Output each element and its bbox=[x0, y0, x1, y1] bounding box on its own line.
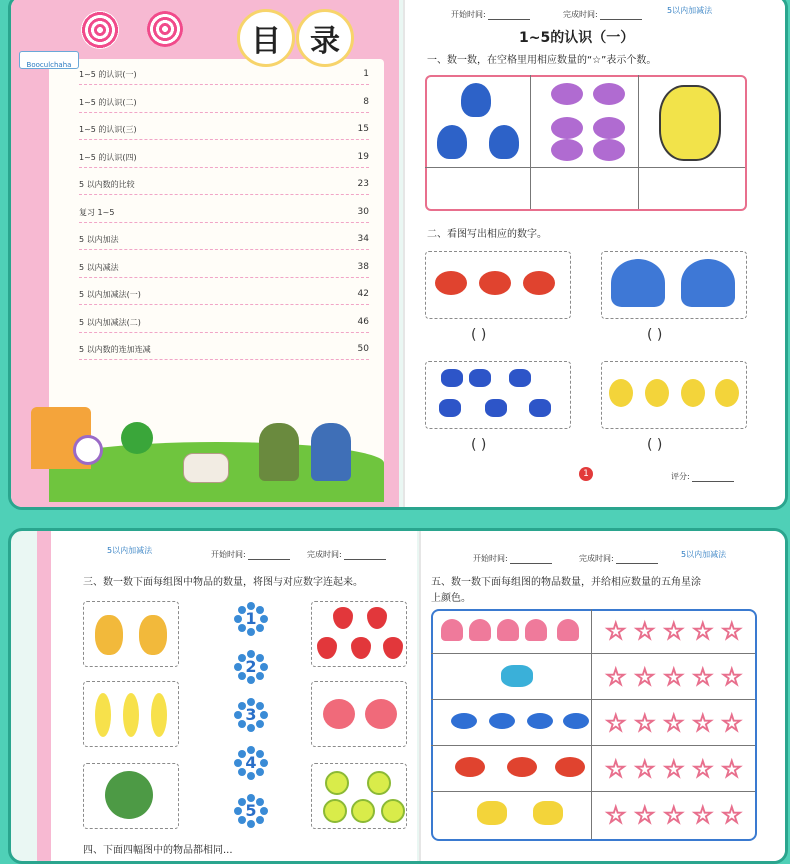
toc-item-page: 15 bbox=[357, 124, 369, 134]
toc-item-label: 5 以内加减法(一) bbox=[79, 290, 141, 299]
number-flower-petal bbox=[247, 724, 255, 732]
question-1: 一、数一数，在空格里用相应数量的“☆”表示个数。 bbox=[427, 55, 657, 66]
star-table-divider bbox=[431, 653, 755, 654]
number-flower-petal bbox=[234, 663, 242, 671]
banana-illustration bbox=[123, 693, 139, 737]
swirl-decoration bbox=[81, 11, 119, 49]
lemon-slice-illustration bbox=[325, 771, 349, 795]
shell-illustration bbox=[525, 619, 547, 641]
snail-illustration bbox=[593, 139, 625, 161]
chick-illustration bbox=[609, 379, 633, 407]
toc-item-page: 30 bbox=[357, 206, 369, 217]
toc-item-page: 50 bbox=[357, 344, 369, 354]
number-flower-petal bbox=[247, 676, 255, 684]
tree-illustration bbox=[121, 422, 153, 454]
star-table-divider bbox=[431, 699, 755, 700]
start-time-field: 开始时间: bbox=[211, 549, 290, 560]
shell-illustration bbox=[469, 619, 491, 641]
crab-illustration bbox=[435, 271, 467, 295]
match-number[interactable]: 2 bbox=[245, 657, 257, 676]
color-star[interactable]: ☆ bbox=[721, 663, 743, 691]
color-star[interactable]: ☆ bbox=[605, 617, 627, 645]
toc-item-page: 23 bbox=[357, 179, 369, 189]
toc-divider bbox=[79, 139, 369, 140]
boy-illustration bbox=[259, 423, 299, 481]
toc-item[interactable] bbox=[79, 69, 369, 83]
crab-illustration bbox=[507, 757, 537, 777]
pineapple-illustration bbox=[139, 615, 167, 655]
toc-item-page: 1 bbox=[363, 69, 369, 79]
toc-item[interactable] bbox=[79, 179, 369, 193]
watermelon-illustration bbox=[105, 771, 153, 819]
dragonfly-illustration bbox=[501, 665, 533, 687]
fish-illustration bbox=[489, 713, 515, 729]
toc-item-page: 19 bbox=[357, 151, 369, 162]
crab-illustration bbox=[455, 757, 485, 777]
start-time-field: 开始时间: bbox=[473, 553, 552, 564]
fish-illustration bbox=[527, 713, 553, 729]
bottom-panel bbox=[8, 528, 788, 864]
color-star[interactable]: ☆ bbox=[634, 801, 656, 829]
penguin-illustration bbox=[461, 83, 491, 117]
color-star[interactable]: ☆ bbox=[663, 801, 685, 829]
toc-divider bbox=[79, 222, 369, 223]
butterfly-illustration bbox=[529, 399, 551, 417]
color-star[interactable]: ☆ bbox=[605, 755, 627, 783]
toc-divider bbox=[79, 167, 369, 168]
color-star[interactable]: ☆ bbox=[663, 755, 685, 783]
color-star[interactable]: ☆ bbox=[634, 663, 656, 691]
toc-item-label: 1~5 的认识(四) bbox=[79, 152, 137, 162]
butterfly-illustration bbox=[439, 399, 461, 417]
toc-item-page: 42 bbox=[357, 289, 369, 299]
color-star[interactable]: ☆ bbox=[605, 709, 627, 737]
finish-time-field: 完成时间: bbox=[579, 553, 658, 564]
color-star[interactable]: ☆ bbox=[721, 801, 743, 829]
color-star[interactable]: ☆ bbox=[692, 801, 714, 829]
toc-item-page: 34 bbox=[357, 234, 369, 244]
toc-item[interactable] bbox=[79, 152, 369, 166]
butterfly-illustration bbox=[533, 801, 563, 825]
score-field: 评分: bbox=[671, 471, 734, 482]
peacock-illustration bbox=[681, 259, 735, 307]
toc-title-char: 录 bbox=[310, 24, 340, 59]
topic-label: 5以内加减法 bbox=[667, 6, 713, 15]
butterfly-illustration bbox=[509, 369, 531, 387]
shell-illustration bbox=[441, 619, 463, 641]
butterfly-illustration bbox=[441, 369, 463, 387]
snail-illustration bbox=[551, 117, 583, 139]
color-star[interactable]: ☆ bbox=[692, 617, 714, 645]
toc-item-page: 46 bbox=[357, 316, 369, 327]
number-flower-petal bbox=[260, 807, 268, 815]
number-flower-petal bbox=[260, 711, 268, 719]
snail-illustration bbox=[593, 117, 625, 139]
star-table-divider bbox=[431, 791, 755, 792]
color-star[interactable]: ☆ bbox=[692, 755, 714, 783]
toc-item-label: 5 以内数的比较 bbox=[79, 180, 135, 189]
number-flower-petal bbox=[234, 711, 242, 719]
toc-item[interactable] bbox=[79, 234, 369, 248]
girl-illustration bbox=[311, 423, 351, 481]
star-table-divider bbox=[431, 745, 755, 746]
top-panel bbox=[8, 0, 788, 510]
brand-logo: Booculchaha bbox=[19, 51, 79, 69]
lesson-title: 1~5的认识（一） bbox=[519, 30, 635, 46]
toc-item-label: 5 以内加法 bbox=[79, 235, 119, 244]
toc-item-label: 5 以内减法 bbox=[79, 262, 119, 272]
banana-illustration bbox=[151, 693, 167, 737]
pink-margin bbox=[37, 531, 51, 861]
swirl-decoration bbox=[147, 11, 183, 47]
question-5-line-2: 上颜色。 bbox=[431, 593, 471, 604]
number-flower-petal bbox=[260, 615, 268, 623]
toc-title-circle bbox=[237, 9, 295, 67]
star-table-divider bbox=[591, 609, 592, 839]
toc-item-label: 1~5 的认识(一) bbox=[79, 70, 137, 79]
lemon-slice-illustration bbox=[323, 799, 347, 823]
toc-title-circle bbox=[296, 9, 354, 67]
number-flower-petal bbox=[247, 820, 255, 828]
number-flower-petal bbox=[247, 628, 255, 636]
match-number[interactable]: 5 bbox=[245, 801, 257, 820]
toc-divider bbox=[79, 277, 369, 278]
peach-illustration bbox=[365, 699, 397, 729]
shell-illustration bbox=[557, 619, 579, 641]
number-flower-petal bbox=[260, 663, 268, 671]
butterfly-illustration bbox=[469, 369, 491, 387]
color-star[interactable]: ☆ bbox=[634, 617, 656, 645]
page-number: 1 bbox=[579, 467, 593, 481]
snail-illustration bbox=[551, 139, 583, 161]
match-number[interactable]: 3 bbox=[245, 705, 257, 724]
color-star[interactable]: ☆ bbox=[634, 755, 656, 783]
pineapple-illustration bbox=[95, 615, 123, 655]
number-flower-petal bbox=[234, 615, 242, 623]
finish-time-field: 完成时间: bbox=[307, 549, 386, 560]
number-flower-petal bbox=[260, 759, 268, 767]
color-star[interactable]: ☆ bbox=[663, 709, 685, 737]
topic-label: 5以内加减法 bbox=[681, 550, 727, 559]
question-3: 三、数一数下面每组图中物品的数量，将图与对应数字连起来。 bbox=[83, 577, 363, 588]
fish-illustration bbox=[451, 713, 477, 729]
number-flower-petal bbox=[247, 772, 255, 780]
fish-illustration bbox=[563, 713, 589, 729]
toc-divider bbox=[79, 249, 369, 250]
finish-time-field: 完成时间: bbox=[563, 9, 642, 20]
question-5-line-1: 五、数一数下面每组图的物品数量，并给相应数量的五角星涂 bbox=[431, 577, 701, 588]
answer-parentheses[interactable]: ( ) bbox=[647, 327, 663, 343]
toc-item[interactable] bbox=[79, 317, 369, 331]
answer-parentheses[interactable]: ( ) bbox=[647, 437, 663, 453]
color-star[interactable]: ☆ bbox=[721, 617, 743, 645]
q1-table-divider bbox=[638, 75, 639, 209]
penguin-illustration bbox=[437, 125, 467, 159]
color-star[interactable]: ☆ bbox=[663, 663, 685, 691]
match-number[interactable]: 4 bbox=[245, 753, 257, 772]
toc-item-label: 复习 1~5 bbox=[79, 207, 115, 217]
answer-parentheses[interactable]: ( ) bbox=[471, 327, 487, 343]
toc-item-page: 8 bbox=[363, 96, 369, 107]
snail-illustration bbox=[551, 83, 583, 105]
chick-illustration bbox=[681, 379, 705, 407]
color-star[interactable]: ☆ bbox=[605, 663, 627, 691]
question-4-partial: 四、下面四幅图中的物品都相同... bbox=[83, 845, 233, 856]
snail-illustration bbox=[593, 83, 625, 105]
number-flower-petal bbox=[234, 807, 242, 815]
toc-item[interactable] bbox=[79, 124, 369, 138]
butterfly-illustration bbox=[477, 801, 507, 825]
toc-item[interactable] bbox=[79, 262, 369, 276]
dog-illustration bbox=[183, 453, 229, 483]
toc-divider bbox=[79, 112, 369, 113]
shell-illustration bbox=[497, 619, 519, 641]
color-star[interactable]: ☆ bbox=[605, 801, 627, 829]
toc-title-char: 目 bbox=[251, 24, 281, 59]
q1-table-divider bbox=[425, 167, 745, 168]
toc-divider bbox=[79, 194, 369, 195]
crab-illustration bbox=[555, 757, 585, 777]
toc-divider bbox=[79, 359, 369, 360]
chick-illustration bbox=[715, 379, 739, 407]
toc-item-label: 1~5 的认识(三) bbox=[79, 125, 137, 134]
raccoon-illustration bbox=[659, 85, 721, 161]
chick-illustration bbox=[645, 379, 669, 407]
toc-item[interactable] bbox=[79, 207, 369, 221]
toc-item-label: 1~5 的认识(二) bbox=[79, 97, 137, 107]
color-star[interactable]: ☆ bbox=[692, 663, 714, 691]
q1-table-divider bbox=[530, 75, 531, 209]
toc-divider bbox=[79, 84, 369, 85]
butterfly-illustration bbox=[485, 399, 507, 417]
color-star[interactable]: ☆ bbox=[721, 709, 743, 737]
toc-item[interactable] bbox=[79, 97, 369, 111]
banana-illustration bbox=[95, 693, 111, 737]
question-2: 二、看图写出相应的数字。 bbox=[427, 229, 547, 240]
answer-parentheses[interactable]: ( ) bbox=[471, 437, 487, 453]
clock-icon bbox=[73, 435, 103, 465]
lemon-slice-illustration bbox=[367, 771, 391, 795]
crab-illustration bbox=[523, 271, 555, 295]
toc-item-page: 38 bbox=[357, 261, 369, 272]
toc-item[interactable] bbox=[79, 289, 369, 303]
peacock-illustration bbox=[611, 259, 665, 307]
toc-item-label: 5 以内加减法(二) bbox=[79, 317, 141, 327]
lemon-slice-illustration bbox=[381, 799, 405, 823]
start-time-field: 开始时间: bbox=[451, 9, 530, 20]
color-star[interactable]: ☆ bbox=[663, 617, 685, 645]
toc-item-label: 5 以内数的连加连减 bbox=[79, 345, 151, 354]
match-number[interactable]: 1 bbox=[245, 609, 257, 628]
crab-illustration bbox=[479, 271, 511, 295]
penguin-illustration bbox=[489, 125, 519, 159]
toc-divider bbox=[79, 332, 369, 333]
color-star[interactable]: ☆ bbox=[721, 755, 743, 783]
lemon-slice-illustration bbox=[351, 799, 375, 823]
color-star[interactable]: ☆ bbox=[692, 709, 714, 737]
number-flower-petal bbox=[234, 759, 242, 767]
toc-item[interactable] bbox=[79, 344, 369, 358]
peach-illustration bbox=[323, 699, 355, 729]
toc-divider bbox=[79, 304, 369, 305]
topic-label: 5以内加减法 bbox=[107, 546, 153, 555]
color-star[interactable]: ☆ bbox=[634, 709, 656, 737]
